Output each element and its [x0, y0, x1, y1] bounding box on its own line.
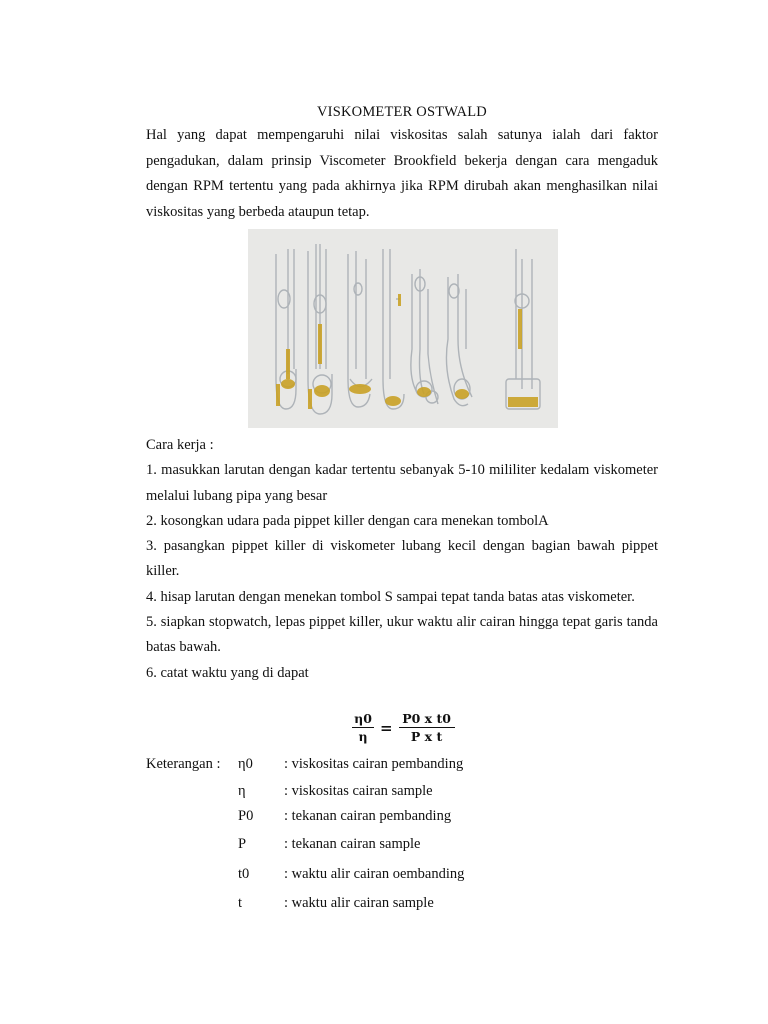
legend-symbol: P0	[238, 808, 254, 824]
procedure-heading: Cara kerja :	[146, 437, 214, 453]
legend-description: : tekanan cairan pembanding	[284, 808, 452, 824]
legend-row	[146, 756, 658, 778]
legend-symbol: t0	[238, 866, 250, 882]
formula-right-fraction	[399, 710, 455, 745]
legend-symbol: P	[238, 836, 247, 852]
procedure-step: 6. catat waktu yang di dapat	[146, 664, 309, 681]
procedure-section	[146, 433, 658, 686]
legend-row	[146, 895, 658, 917]
formula-right-numerator: P0 x t0	[402, 711, 451, 726]
document-title: VISKOMETER OSTWALD	[317, 104, 487, 120]
procedure-step: 5. siapkan stopwatch, lepas pippet killer, ukur waktu alir cairan hingga tepat garis tanda batas bawah.	[146, 614, 658, 656]
formula-left-fraction	[352, 710, 374, 745]
viscometer-illustration	[248, 229, 558, 428]
legend-row	[146, 836, 658, 858]
formula-left-denominator: η	[358, 729, 368, 744]
legend-row	[146, 783, 658, 805]
legend-symbol: η0	[238, 756, 253, 772]
formula-equals-sign: =	[380, 718, 393, 737]
legend-description: : viskositas cairan sample	[284, 783, 433, 799]
formula-right-denominator: P x t	[410, 729, 443, 744]
intro-paragraph: Hal yang dapat mempengaruhi nilai viskositas salah satunya ialah dari faktor pengadukan, dalam prinsip Viscometer Brookfield bekerja dengan cara mengaduk dengan RPM tertentu yang pada akhirnya jika RPM dirubah akan menghasilkan nilai viskositas yang berbeda ataupun tetap.	[146, 127, 658, 220]
legend-heading: Keterangan :	[146, 756, 221, 772]
legend-description: : viskositas cairan pembanding	[284, 756, 464, 772]
formula-left-numerator: η0	[354, 711, 372, 726]
procedure-step: 4. hisap larutan dengan menekan tombol S sampai tepat tanda batas atas viskometer.	[146, 588, 635, 605]
procedure-step: 3. pasangkan pippet killer di viskometer lubang kecil dengan bagian bawah pippet killer.	[146, 538, 658, 580]
procedure-step: 1. masukkan larutan dengan kadar tertentu sebanyak 5-10 mililiter kedalam viskometer melalui lubang pipa yang besar	[146, 462, 658, 504]
legend-description: : waktu alir cairan sample	[284, 895, 434, 911]
viscosity-formula	[352, 710, 455, 745]
legend-symbol: t	[238, 895, 243, 911]
viscometer-image	[248, 229, 558, 428]
procedure-step: 2. kosongkan udara pada pippet killer dengan cara menekan tombolA	[146, 512, 549, 529]
legend-symbol: η	[238, 783, 246, 799]
legend-row	[146, 866, 658, 888]
legend-description: : waktu alir cairan oembanding	[284, 866, 465, 882]
legend-row	[146, 808, 658, 830]
legend-description: : tekanan cairan sample	[284, 836, 421, 852]
